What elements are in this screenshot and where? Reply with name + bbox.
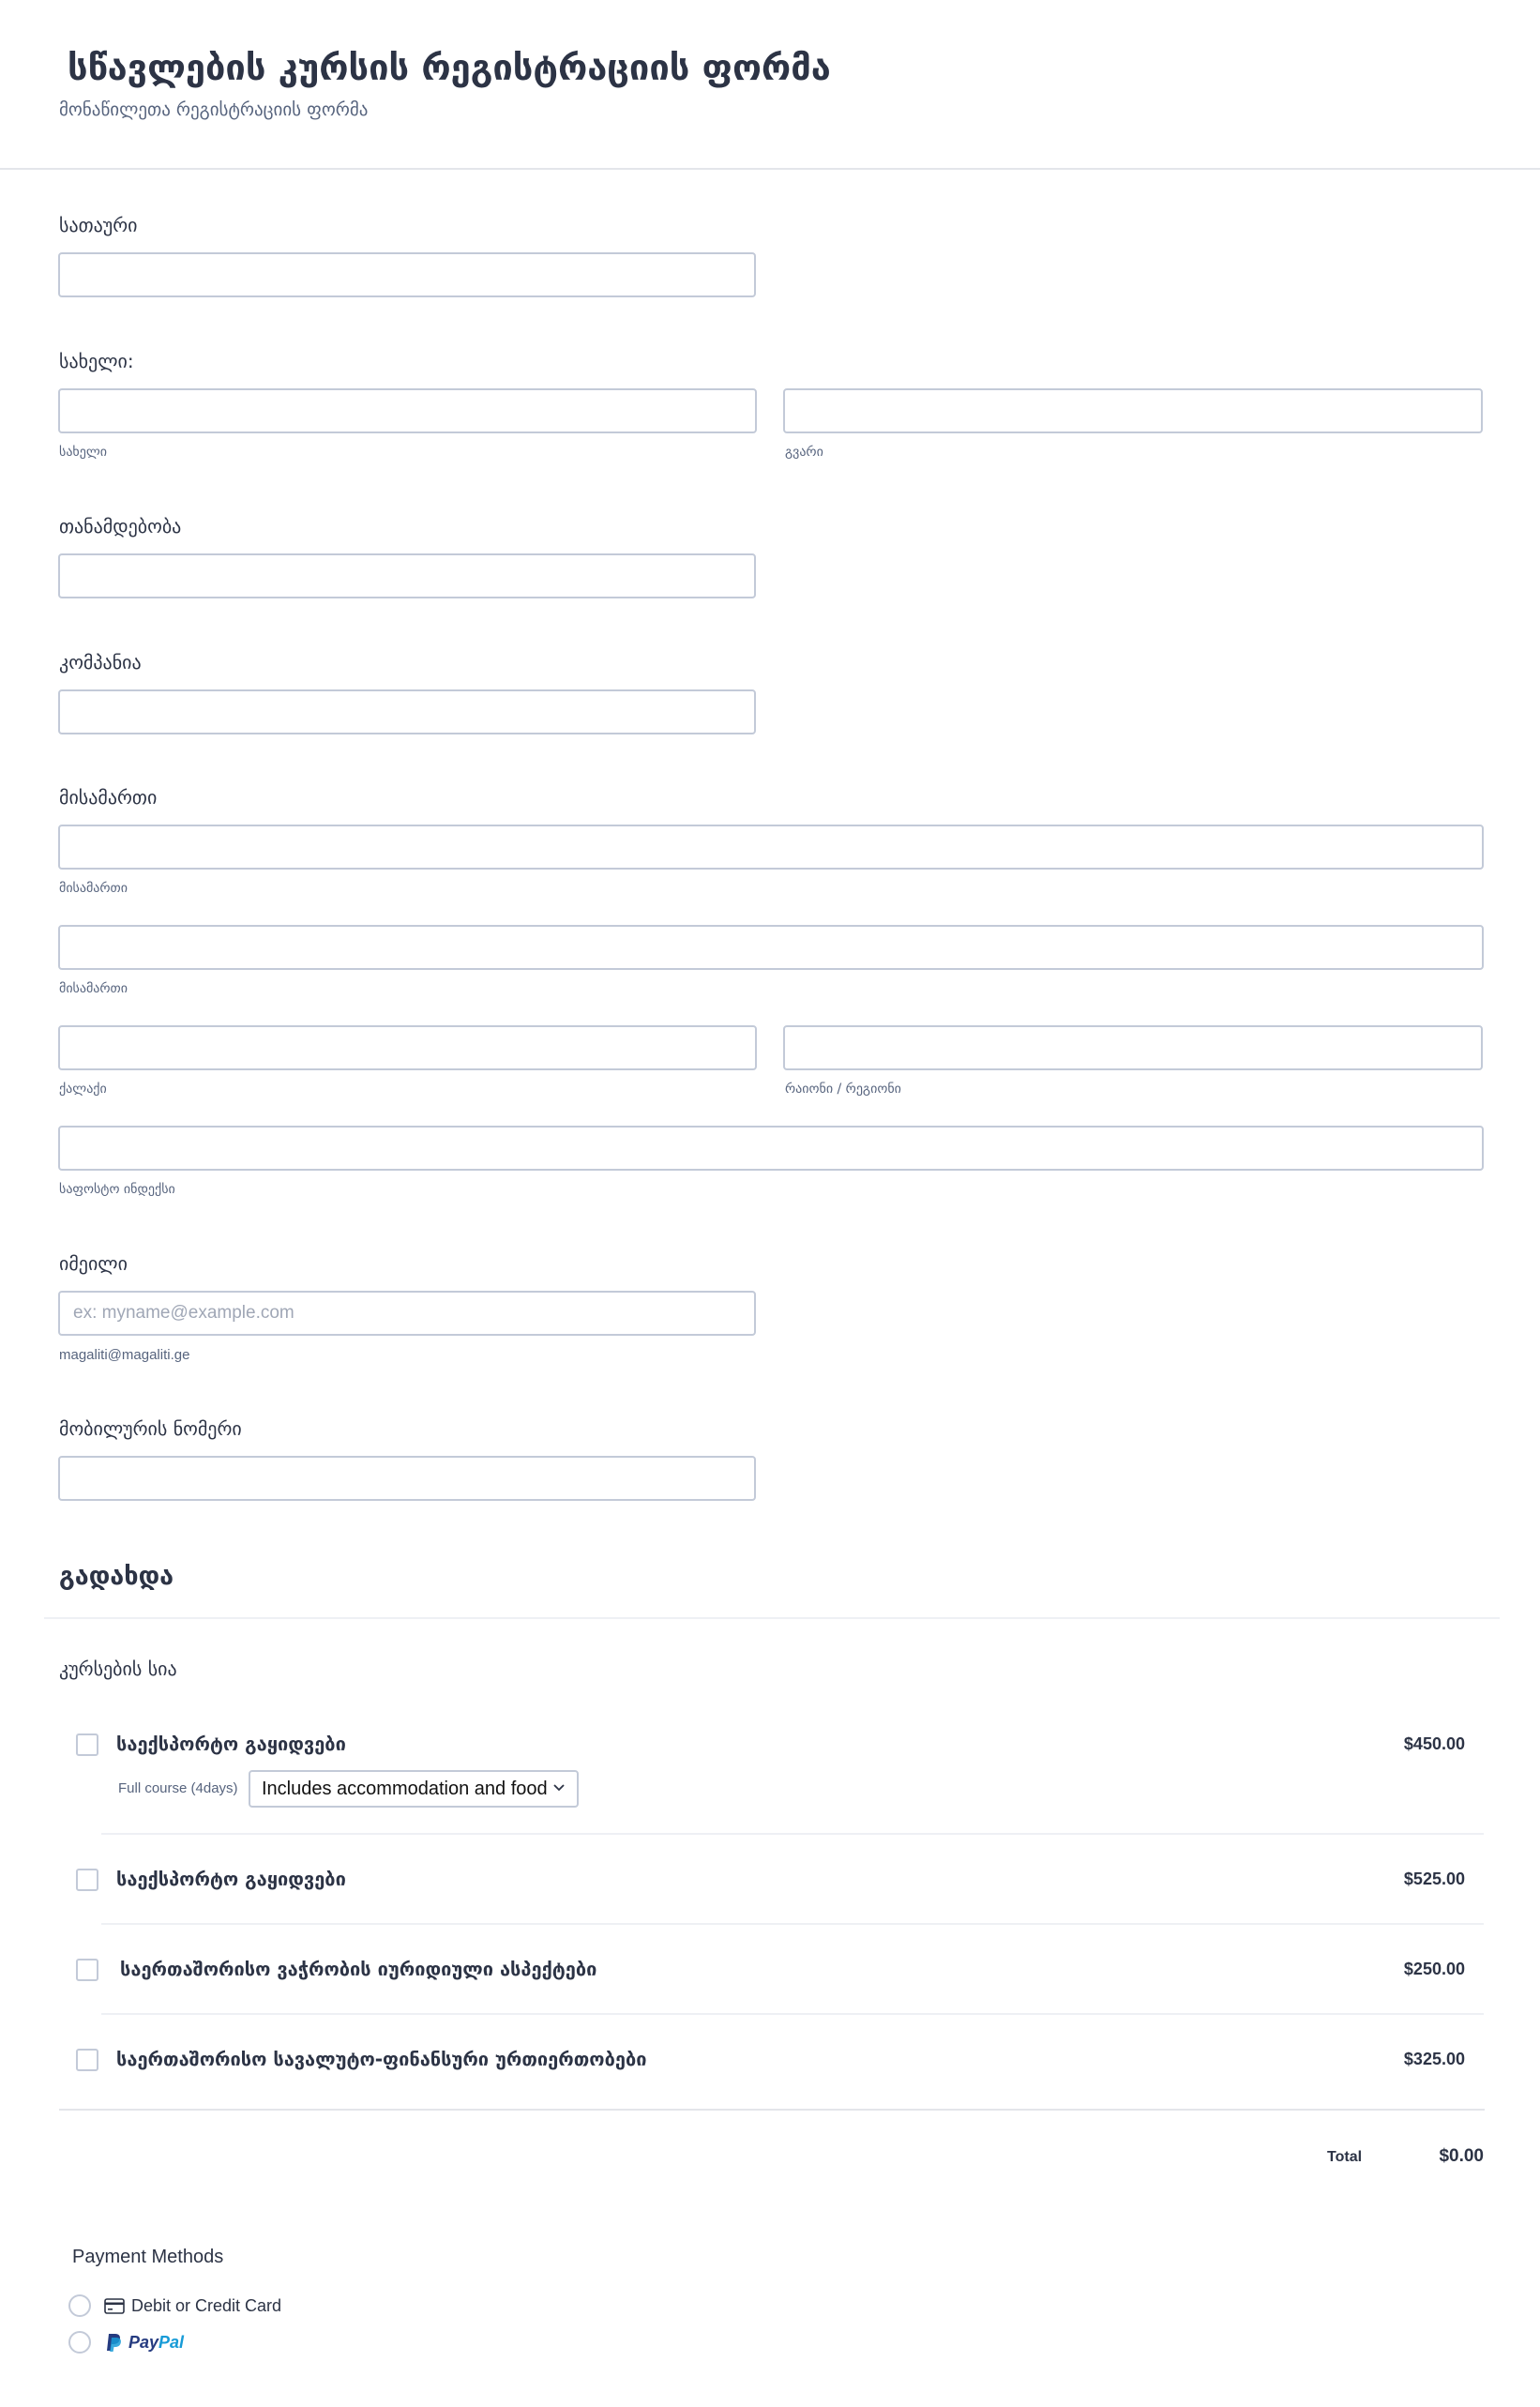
zip-input[interactable]: [58, 1126, 1484, 1171]
last-name-sublabel: გვარი: [785, 445, 823, 460]
product-name-4: საერთაშორისო სავალუტო-ფინანსური ურთიერთობები: [116, 2048, 647, 2070]
company-input[interactable]: [58, 689, 756, 734]
product-checkbox-3[interactable]: [76, 1959, 98, 1981]
total-value: $0.00: [1439, 2146, 1484, 2166]
email-label: იმეილი: [59, 1252, 128, 1275]
paypal-radio[interactable]: [68, 2331, 91, 2354]
total-label: Total: [1327, 2149, 1363, 2165]
product-option-value: Includes accommodation and food: [262, 1778, 548, 1799]
region-sublabel: რაიონი / რეგიონი: [785, 1082, 901, 1097]
email-input[interactable]: [58, 1291, 756, 1336]
city-input[interactable]: [58, 1025, 757, 1070]
payment-methods-title: Payment Methods: [72, 2247, 224, 2267]
position-label: თანამდებობა: [59, 515, 182, 537]
paypal-method-label[interactable]: [128, 2333, 184, 2353]
name-label: სახელი:: [59, 350, 134, 372]
first-name-input[interactable]: [58, 388, 757, 433]
page-subtitle: მონაწილეთა რეგისტრაციის ფორმა: [59, 99, 369, 120]
card-radio[interactable]: [68, 2294, 91, 2317]
product-divider: [101, 1923, 1484, 1925]
card-method-label[interactable]: Debit or Credit Card: [131, 2296, 282, 2315]
mobile-label: მობილურის ნომერი: [59, 1417, 242, 1440]
form-header: [0, 0, 1540, 170]
total-divider: [59, 2109, 1485, 2111]
zip-sublabel: საფოსტო ინდექსი: [59, 1182, 175, 1197]
product-option-select[interactable]: [249, 1770, 579, 1808]
product-checkbox-4[interactable]: [76, 2049, 98, 2071]
address-line2-sublabel: მისამართი: [59, 981, 128, 996]
product-price-4: $325.00: [1403, 2050, 1465, 2068]
position-input[interactable]: [58, 553, 756, 598]
address-line1-sublabel: მისამართი: [59, 881, 128, 896]
title-label: სათაური: [59, 214, 138, 236]
credit-card-icon: [104, 2298, 125, 2314]
first-name-sublabel: სახელი: [59, 445, 107, 460]
payment-section-title: გადახდა: [59, 1562, 174, 1591]
product-price-1: $450.00: [1403, 1734, 1465, 1753]
chevron-down-icon: [551, 1779, 567, 1796]
product-checkbox-1[interactable]: [76, 1733, 98, 1756]
course-list-label: კურსების სია: [59, 1658, 177, 1680]
paypal-pay-text: Pay: [128, 2333, 159, 2352]
title-input[interactable]: [58, 252, 756, 297]
product-price-3: $250.00: [1403, 1960, 1465, 1978]
product-divider: [101, 1833, 1484, 1835]
section-divider: [44, 1617, 1500, 1619]
page-title: სწავლების კურსის რეგისტრაციის ფორმა: [68, 47, 831, 88]
address-line1-input[interactable]: [58, 825, 1484, 870]
last-name-input[interactable]: [783, 388, 1483, 433]
region-input[interactable]: [783, 1025, 1483, 1070]
product-name-2: საექსპორტო გაყიდვები: [116, 1868, 346, 1890]
city-sublabel: ქალაქი: [59, 1082, 107, 1097]
product-name-3: საერთაშორისო ვაჭრობის იურიდიული ასპექტები: [120, 1958, 597, 1980]
company-label: კომპანია: [59, 651, 142, 674]
product-option-label: Full course (4days): [118, 1780, 238, 1796]
mobile-input[interactable]: [58, 1456, 756, 1501]
product-divider: [101, 2013, 1484, 2015]
product-name-1: საექსპორტო გაყიდვები: [116, 1733, 346, 1755]
paypal-icon: [105, 2333, 122, 2353]
address-label: მისამართი: [59, 786, 158, 809]
address-line2-input[interactable]: [58, 925, 1484, 970]
paypal-pal-text: Pal: [159, 2333, 185, 2352]
email-sublabel: magaliti@magaliti.ge: [59, 1347, 190, 1363]
product-price-2: $525.00: [1403, 1870, 1465, 1888]
product-checkbox-2[interactable]: [76, 1869, 98, 1891]
